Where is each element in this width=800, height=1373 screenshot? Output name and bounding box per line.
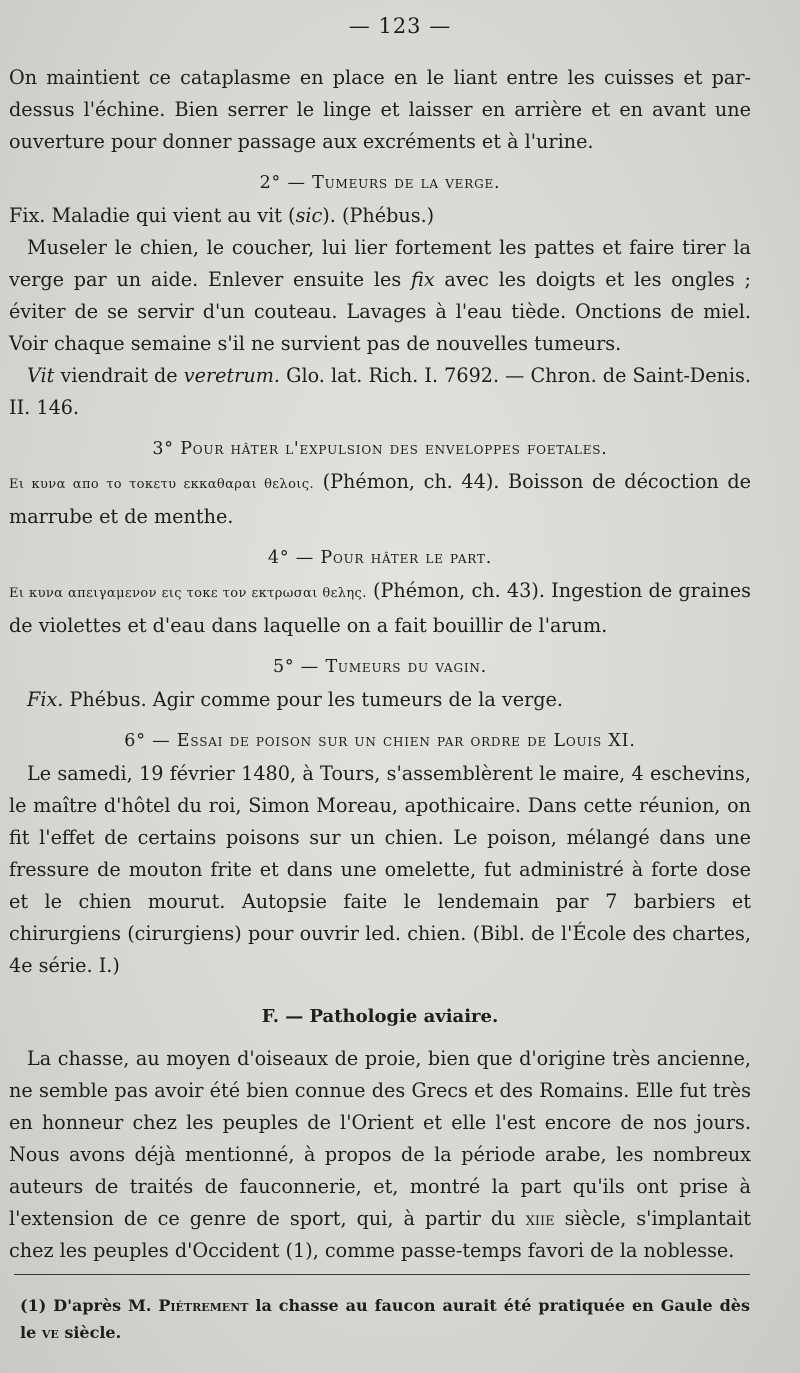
heading-tumeurs-verge: 2° — Tumeurs de la verge. [259, 173, 501, 193]
page-body [9, 62, 751, 1267]
greek-quote: Ει κυνα απο το τοκετυ εκκαθαραι θελοις. [9, 477, 315, 492]
paragraph-vit-etymology: Vit viendrait de veretrum. Glo. lat. Rich. I. 7692. — Chron. de Saint-Denis. II. 146. [9, 364, 751, 419]
paragraph-part: Ει κυνα απειγαμενον εις τοκε τον εκτρωσαι θελης. (Phémon, ch. 43). Ingestion de graines de violettes et d'eau dans laquelle on a fait bouillir de l'arum. [9, 579, 751, 637]
paragraph-verge-treatment: Museler le chien, le coucher, lui lier fortement les pattes et faire tirer la verge par un aide. Enlever ensuite les fix avec les doigts et les ongles ; éviter de se servir d'un couteau. Lavages à l'eau tiède. Onctions de miel. Voir chaque semaine s'il ne survient pas de nouvelles tumeurs. [9, 236, 751, 355]
heading-hater-part: 4° — Pour hâter le part. [267, 548, 493, 568]
greek-quote: Ει κυνα απειγαμενον εις τοκε τον εκτρωσαι θελης. [9, 586, 367, 601]
heading-essai-poison: 6° — Essai de poison sur un chien par ordre de Louis XI. [124, 731, 636, 751]
footnote: (1) D'après M. Piétrement la chasse au faucon aurait été pratiquée en Gaule dès le ve siècle. [20, 1296, 750, 1342]
heading-pathologie-aviaire: F. — Pathologie aviaire. [261, 1006, 499, 1027]
paragraph-chasse: La chasse, au moyen d'oiseaux de proie, bien que d'origine très ancienne, ne semble pas avoir été bien connue des Grecs et des Romains. Elle fut très en honneur chez les peuples de l'Orient et elle l'est encore de nos jours. Nous avons déjà mentionné, à propos de la période arabe, les nombreux auteurs de traités de fauconnerie, et, montré la part qu'ils ont prise à l'extension de ce genre de sport, qui, à partir du xiie siècle, s'implantait chez les peuples d'Occident (1), comme passe-temps favori de la noblesse. [9, 1047, 752, 1262]
heading-tumeurs-vagin: 5° — Tumeurs du vagin. [272, 657, 488, 677]
paragraph-poison: Le samedi, 19 février 1480, à Tours, s'assemblèrent le maire, 4 eschevins, le maître d'hôtel du roi, Simon Moreau, apothicaire. Dans cette réunion, on fit l'effet de certains poisons sur un chien. Le poison, mélangé dans une fressure de mouton frite et dans une omelette, fut administré à forte dose et le chien mourut. Autopsie faite le lendemain par 7 barbiers et chirurgiens (cirurgiens) pour ouvrir led. chien. (Bibl. de l'École des chartes, 4e série. I.) [9, 762, 751, 977]
paragraph-enveloppes: Ει κυνα απο το τοκετυ εκκαθαραι θελοις. (Phémon, ch. 44). Boisson de décoction de marrube et de menthe. [9, 470, 751, 528]
page-number: — 123 — [348, 14, 452, 38]
footnote-divider [14, 1274, 750, 1275]
heading-enveloppes-foetales: 3° Pour hâter l'expulsion des enveloppes foetales. [152, 439, 608, 459]
paragraph-vagin: Fix. Phébus. Agir comme pour les tumeurs de la verge. [27, 688, 563, 711]
paragraph-cataplasme: On maintient ce cataplasme en place en le liant entre les cuisses et par-dessus l'échine. Bien serrer le linge et laisser en arrière et en avant une ouverture pour donner passage aux excréments et à l'urine. [9, 66, 751, 153]
fix-definition: Fix. Maladie qui vient au vit (sic). (Phébus.) [9, 204, 435, 227]
